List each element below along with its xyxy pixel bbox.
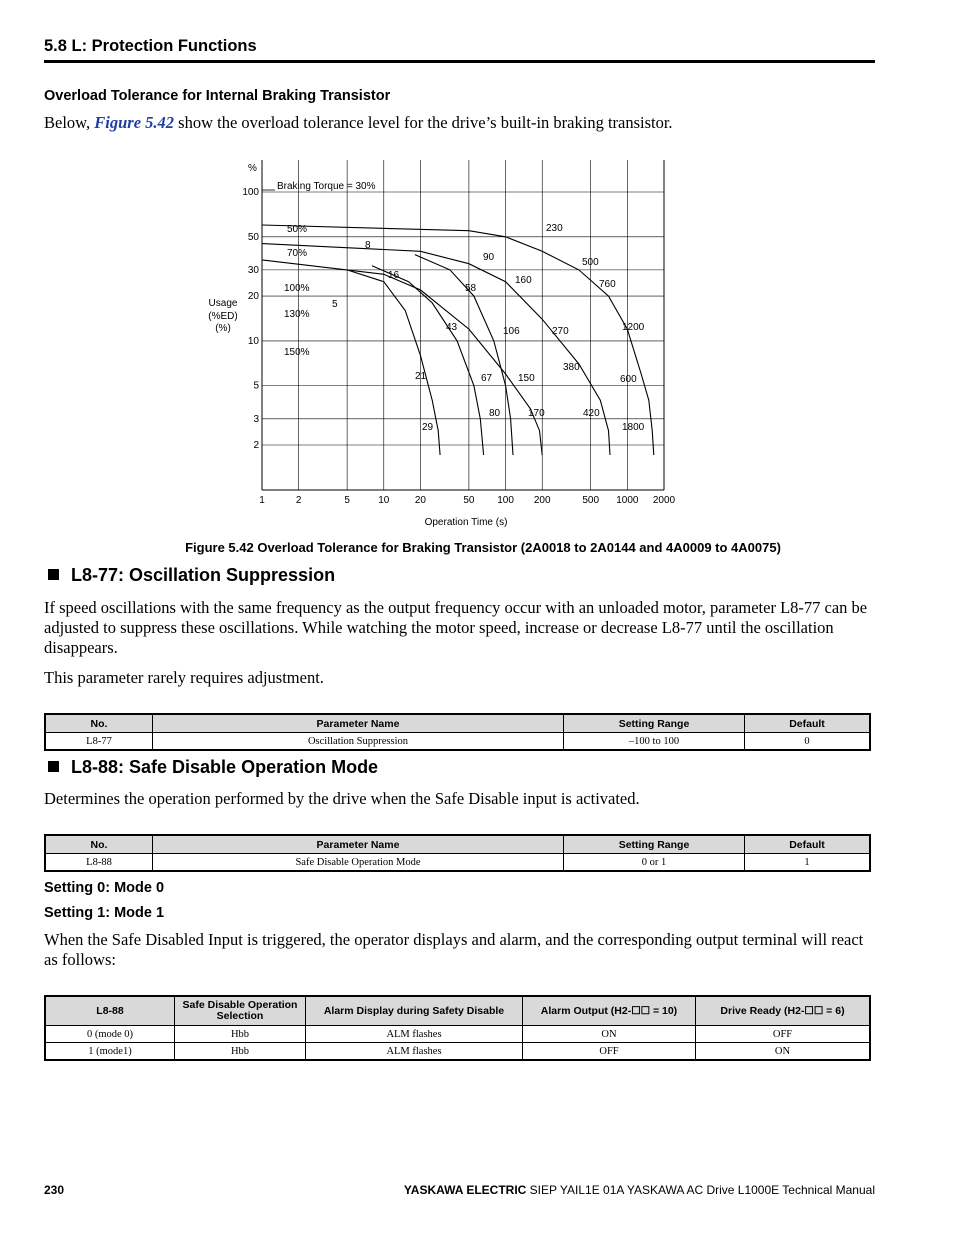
chart-annotation: 58: [465, 283, 477, 294]
y-tick-label: 10: [247, 335, 259, 347]
x-tick-label: 200: [533, 495, 551, 506]
section-header: 5.8 L: Protection Functions: [44, 37, 257, 55]
x-tick-label: 2000: [652, 495, 676, 506]
intro-paragraph: [44, 113, 673, 133]
table-header-row: [45, 996, 870, 1026]
curve-label: 70%: [287, 248, 308, 259]
cell-default: 1: [745, 854, 871, 872]
curve-label: 130%: [284, 309, 310, 320]
x-tick-label: 50: [463, 495, 475, 506]
chart-annotation: 67: [481, 373, 493, 384]
col-default: Default: [745, 714, 871, 733]
chart-annotation: 600: [620, 374, 637, 385]
cell-alarm-display: ALM flashes: [306, 1043, 523, 1061]
chart-annotation: 80: [489, 408, 501, 419]
chart-annotation: 1200: [622, 322, 645, 333]
x-tick-label: 500: [582, 495, 600, 506]
table-header-row: [45, 714, 870, 733]
square-bullet-icon: [48, 569, 59, 580]
chart-annotation: 43: [446, 322, 458, 333]
col-default: Default: [745, 835, 871, 854]
figure-caption: Figure 5.42 Overload Tolerance for Braking Transistor (2A0018 to 2A0144 and 4A0009 to 4A0075): [185, 540, 781, 555]
table-row: [45, 733, 870, 751]
cell-parameter-name: Safe Disable Operation Mode: [153, 854, 564, 872]
col-setting-range: Setting Range: [564, 835, 745, 854]
l888-heading: [48, 757, 378, 778]
x-tick-label: 2: [295, 495, 302, 506]
curve-labels: [284, 224, 310, 358]
y-tick-labels: [242, 187, 259, 451]
overload-chart: [195, 155, 685, 535]
y-tick-label: 50: [247, 231, 259, 243]
chart-annotation: 170: [528, 408, 545, 419]
header-rule: [44, 60, 875, 63]
chart-annotation: 160: [515, 275, 532, 286]
setting-0-heading: Setting 0: Mode 0: [44, 880, 165, 896]
y-tick-label: 20: [247, 291, 259, 303]
l877-heading-text: L8-77: Oscillation Suppression: [71, 565, 336, 585]
y-axis-label-line3: (%): [215, 323, 231, 334]
footer-document: [404, 1183, 875, 1197]
x-tick-label: 100: [497, 495, 514, 506]
table-row: [45, 1026, 870, 1043]
x-tick-label: 1: [259, 495, 265, 506]
intro-text-after: show the overload tolerance level for the drive’s built-in braking transistor.: [174, 113, 673, 132]
figure-link[interactable]: Figure 5.42: [94, 113, 175, 132]
intro-text-before: Below,: [44, 113, 95, 132]
col-l888: L8-88: [45, 996, 175, 1026]
l877-paragraph-2: This parameter rarely requires adjustment.: [44, 668, 324, 687]
chart-title: Braking Torque = 30%: [277, 181, 376, 192]
chart-annotation: 420: [583, 408, 600, 419]
curve-label: 150%: [284, 347, 310, 358]
setting-1-heading: Setting 1: Mode 1: [44, 905, 165, 921]
col-safe-disable-selection: Safe Disable Operation Selection: [175, 996, 306, 1026]
footer-brand: YASKAWA ELECTRIC: [403, 1183, 527, 1197]
cell-no: L8-77: [45, 733, 153, 751]
chart-annotation: 150: [518, 373, 535, 384]
cell-selection: Hbb: [175, 1043, 306, 1061]
y-unit-label: %: [248, 163, 257, 174]
l877-parameter-table: [44, 713, 871, 751]
x-tick-label: 1000: [616, 495, 639, 506]
chart-annotation: 270: [552, 326, 569, 337]
l888-parameter-table: [44, 834, 871, 872]
y-tick-label: 100: [242, 187, 259, 198]
cell-default: 0: [745, 733, 871, 751]
table-row: [45, 854, 870, 872]
curve-label: 50%: [287, 224, 308, 235]
cell-alarm-output: OFF: [523, 1043, 696, 1061]
chart-annotation: 380: [563, 362, 580, 373]
chart-annotation: 106: [503, 326, 520, 337]
x-tick-label: 5: [344, 495, 350, 506]
curve-label: 100%: [284, 283, 310, 294]
col-setting-range: Setting Range: [564, 714, 745, 733]
col-no: No.: [45, 714, 153, 733]
chart-annotation: 8: [365, 240, 371, 251]
cell-drive-ready: OFF: [696, 1026, 871, 1043]
cell-mode: 0 (mode 0): [45, 1026, 175, 1043]
y-tick-label: 5: [253, 380, 259, 392]
chart-annotation: 5: [332, 299, 338, 310]
mode-table: [44, 995, 871, 1061]
chart-annotation: 29: [422, 422, 434, 433]
series-line: [262, 244, 610, 455]
col-alarm-output: Alarm Output (H2-☐☐ = 10): [523, 996, 696, 1026]
x-tick-labels: [259, 495, 675, 506]
cell-mode: 1 (mode1): [45, 1043, 175, 1061]
sub-heading: Overload Tolerance for Internal Braking Transistor: [44, 88, 391, 104]
l877-heading: [48, 565, 335, 586]
cell-alarm-display: ALM flashes: [306, 1026, 523, 1043]
page-number: 230: [44, 1183, 65, 1197]
col-drive-ready: Drive Ready (H2-☐☐ = 6): [696, 996, 871, 1026]
table-header-row: [45, 835, 870, 854]
y-axis-label-line2: (%ED): [208, 311, 238, 322]
col-alarm-display: Alarm Display during Safety Disable: [306, 996, 523, 1026]
y-tick-label: 2: [253, 440, 259, 451]
chart-annotation: 500: [582, 257, 599, 268]
cell-parameter-name: Oscillation Suppression: [153, 733, 564, 751]
l888-paragraph-1: Determines the operation performed by the drive when the Safe Disable input is activated.: [44, 789, 640, 808]
table-row: [45, 1043, 870, 1061]
chart-annotation: 760: [599, 279, 616, 290]
x-axis-label: Operation Time (s): [424, 517, 508, 528]
x-tick-label: 20: [414, 495, 427, 506]
cell-selection: Hbb: [175, 1026, 306, 1043]
l877-paragraph-1: If speed oscillations with the same frequency as the output frequency occur with an unloaded motor, parameter L8-77 can be adjusted to suppress these oscillations. While watching the motor speed, increase or decrease L8-77 until the oscillation disappears.: [44, 598, 868, 657]
cell-alarm-output: ON: [523, 1026, 696, 1043]
x-tick-label: 10: [378, 495, 390, 506]
l888-paragraph-2: When the Safe Disabled Input is triggered, the operator displays and alarm, and the corresponding output terminal will react as follows:: [44, 930, 864, 969]
chart-annotation: 16: [388, 270, 400, 281]
y-axis-label-line1: Usage: [208, 298, 238, 309]
chart-annotation: 90: [483, 252, 495, 263]
chart-annotation: 21: [415, 371, 427, 382]
cell-setting-range: –100 to 100: [564, 733, 745, 751]
chart-annotation: 1800: [622, 422, 645, 433]
col-parameter-name: Parameter Name: [153, 714, 564, 733]
col-parameter-name: Parameter Name: [153, 835, 564, 854]
l888-heading-text: L8-88: Safe Disable Operation Mode: [71, 757, 379, 777]
cell-setting-range: 0 or 1: [564, 854, 745, 872]
cell-drive-ready: ON: [696, 1043, 871, 1061]
cell-no: L8-88: [45, 854, 153, 872]
col-no: No.: [45, 835, 153, 854]
footer-doc-title: SIEP YAIL1E 01A YASKAWA AC Drive L1000E Technical Manual: [526, 1183, 875, 1197]
y-tick-label: 30: [247, 264, 259, 276]
y-tick-label: 3: [253, 413, 259, 425]
chart-annotation: 230: [546, 223, 563, 234]
square-bullet-icon: [48, 761, 59, 772]
